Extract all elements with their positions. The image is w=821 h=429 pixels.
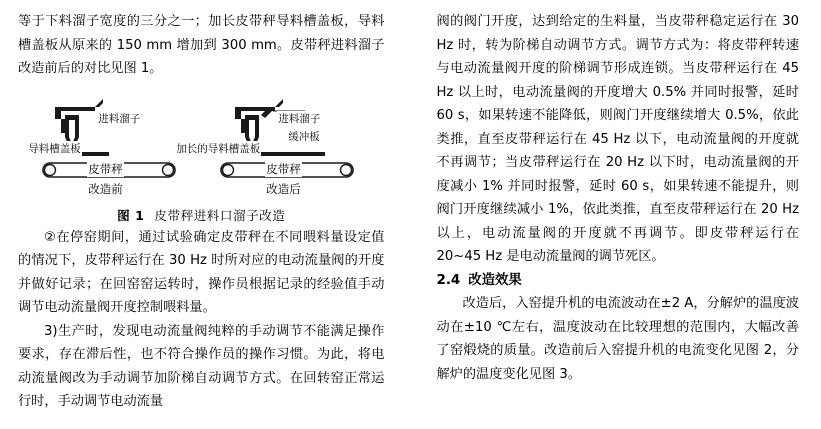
section-heading [437,269,800,293]
section-number: 2.4 [436,272,461,288]
paragraph-left-1: 等于下料溜子宽度的三分之一；加长皮带秤导料槽盖板，导料槽盖板从原来的 150 mm 增加到 300 mm。皮带秤进料溜子改造前后的对比见图 1。 [18,14,385,76]
paragraph-right-1: 阀的阀门开度，达到给定的生料量，当皮带秤稳定运行在 30 Hz 时，转为阶梯自动调节方式。调节方式为：将皮带秤转速与电动流量阀开度的阶梯调节形成连锁。当皮带秤运行在 45 Hz 以上时，电动流量阀的开度增大 0.5% 并同时报警，延时 60 s，如果转速不能降低，则阀门开度继续增大 0.5%，依此类推，直至皮带秤运行在 45 Hz 以下，电动流量阀的开度就不再调节；当皮带秤运行在 20 Hz 以下时，电动流量阀的开度减小 1% 并同时报警，延时 60 s，如果转速不能提升，则阀门开度继续减小 1%，依此类推，直至皮带秤运行在 20 Hz 以上，电动流量阀的开度就不再调节。即皮带秤运行在 20~45 Hz 是电动流量阀的调节死区。 [436,14,799,264]
figure-label-right-state: 改造后 [266,181,301,196]
figure-label-left-belt: 皮带秤 [88,161,123,176]
figure-1-caption [18,205,385,224]
figure-1 [18,89,385,224]
figure-label-right-buffer: 缓冲板 [288,130,320,143]
right-column [411,10,804,429]
paragraph-right-2: 改造后，入窑提升机的电流波动在±2 A，分解炉的温度波动在±10 ℃左右，温度波动在比较理想的范围内，大幅改善了窑煅烧的质量。改造前后入窑提升机的电流变化见图 2，分解炉的温度变化见图 3。 [436,296,799,382]
figure-label-left-chute: 进料溜子 [98,112,141,125]
figure-label-right-belt: 皮带秤 [266,161,301,176]
section-title: 改造效果 [468,272,522,288]
figure-label-right-chute: 进料溜子 [278,112,321,125]
figure-label-right-cover: 加长的导料槽盖板 [176,142,261,155]
paragraph-left-3: 3)生产时，发现电动流量阀纯粹的手动调节不能满足操作要求，存在滞后性，也不符合操作员的操作习惯。为此，将电动流量阀改为手动调节加阶梯自动调节方式。在回转窑正常运行时，手动调节电动流量 [18,323,385,409]
figure-label-left-state: 改造前 [88,181,123,196]
figure-1-caption-text: 皮带秤进料口溜子改造 [154,207,286,223]
paragraph-left-2: ②在停窑期间，通过试验确定皮带秤在不同喂料量设定值的情况下，皮带秤运行在 30 Hz 时所对应的电动流量阀的开度并做好记录；在回窑窑运转时，操作员根据记录的经验值手动调节电动流量阀开度控制喂料量。 [18,229,385,315]
figure-1-number: 图 1 [117,207,145,223]
figure-1-canvas [25,89,377,199]
figure-label-left-cover: 导料槽盖板 [28,142,81,155]
left-column [18,10,411,429]
